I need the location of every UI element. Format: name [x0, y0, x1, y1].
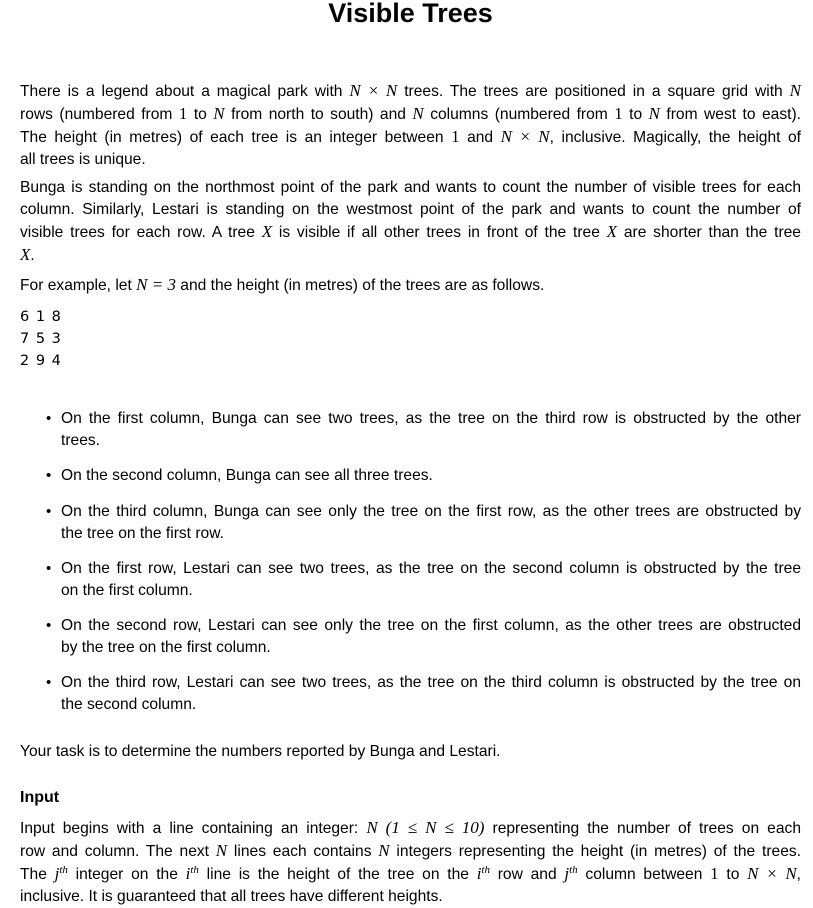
- example-text: For example, let: [20, 277, 137, 294]
- input-text: lines each contains: [227, 843, 379, 860]
- math-n: N: [215, 841, 228, 860]
- math-one: 1: [178, 104, 188, 123]
- bunga-text: is visible if all other trees in front of the tree: [272, 224, 607, 241]
- bunga-text: .: [30, 247, 35, 264]
- math-th: th: [190, 863, 199, 876]
- bunga-text: column. Similarly, Lestari is standing on the westmost point of the park and wants to count the number of: [20, 201, 801, 218]
- list-item-text: On the first row, Lestari can see two trees, as the tree on the second column is obstructed by the tree: [61, 560, 801, 577]
- math-i: i: [185, 864, 191, 883]
- math-one: 1: [451, 127, 460, 146]
- list-item-text: On the second column, Bunga can see all three trees.: [61, 467, 433, 484]
- input-text: Input begins with a line containing an integer:: [20, 820, 367, 837]
- intro-text: from north to south) and: [224, 106, 413, 123]
- task-paragraph: [20, 741, 801, 763]
- input-heading: Input: [20, 789, 60, 806]
- intro-text: to: [187, 106, 214, 123]
- list-item-text: on the first column.: [61, 582, 193, 599]
- input-text: integers representing the height (in metres) of the trees.: [389, 843, 801, 860]
- input-text: The: [20, 866, 55, 883]
- list-item-text: On the third row, Lestari can see two trees, as the tree on the third column is obstructed by the tree on: [61, 674, 801, 691]
- example-text: and the height (in metres) of the trees are as follows.: [175, 277, 545, 294]
- math-j: j: [564, 864, 570, 883]
- math-n: N: [648, 104, 660, 123]
- intro-text: The height (in metres) of each tree is an integer between: [20, 129, 452, 146]
- math-th: th: [59, 863, 68, 876]
- intro-text: , inclusive. Magically, the height of: [549, 129, 801, 146]
- math-n-by-n: N × N: [500, 127, 550, 146]
- grid-row: 2 9 4: [20, 353, 62, 369]
- input-text: integer on the: [67, 866, 186, 883]
- intro-text: rows (numbered from: [20, 106, 179, 123]
- math-th: th: [481, 863, 490, 876]
- intro-text: to: [622, 106, 649, 123]
- list-item-text: On the first column, Bunga can see two trees, as the tree on the third row is obstructed by the other: [61, 410, 801, 427]
- math-one: 1: [614, 104, 623, 123]
- grid-row: 7 5 3: [20, 331, 62, 347]
- bullet-icon: •: [46, 503, 52, 520]
- input-text: row and column. The next: [20, 843, 216, 860]
- intro-text: columns (numbered from: [423, 106, 615, 123]
- input-text: column between: [577, 866, 711, 883]
- math-th: th: [569, 863, 578, 876]
- list-item-text: the second column.: [61, 696, 197, 713]
- math-n-by-n: N × N: [747, 864, 797, 883]
- math-j: j: [54, 864, 60, 883]
- math-n: N: [412, 104, 424, 123]
- input-text: inclusive. It is guaranteed that all trees have different heights.: [20, 888, 443, 905]
- intro-text: and: [459, 129, 501, 146]
- bunga-paragraph: [20, 177, 801, 267]
- math-i: i: [476, 864, 482, 883]
- example-grid: [20, 306, 62, 372]
- input-text: to: [718, 866, 748, 883]
- intro-paragraph: [20, 80, 801, 171]
- bunga-text: visible trees for each row. A tree: [20, 224, 262, 241]
- input-text: ,: [796, 866, 801, 883]
- math-one: 1: [710, 864, 719, 883]
- math-n: N: [789, 81, 801, 100]
- math-x: X: [606, 222, 618, 241]
- math-x: X: [20, 245, 31, 264]
- grid-row: 6 1 8: [20, 309, 62, 325]
- intro-text: There is a legend about a magical park with: [20, 83, 350, 100]
- math-n-by-n: N × N: [349, 81, 398, 100]
- intro-text: from west to east).: [659, 106, 801, 123]
- list-item-text: On the second row, Lestari can see only the tree on the first column, as the other trees are obstructed: [61, 617, 801, 634]
- intro-text: all trees is unique.: [20, 151, 146, 168]
- list-item-text: On the third column, Bunga can see only the tree on the first row, as the other trees are obstructed by: [61, 503, 801, 520]
- bullet-icon: •: [46, 560, 52, 577]
- math-x: X: [261, 222, 273, 241]
- list-item-text: trees.: [61, 432, 100, 449]
- list-item-text: the tree on the first row.: [61, 525, 224, 542]
- math-n: N: [378, 841, 390, 860]
- input-text: representing the number of trees on each: [484, 820, 801, 837]
- task-text: Your task is to determine the numbers reported by Bunga and Lestari.: [20, 743, 501, 760]
- math-n-equals-3: N = 3: [136, 275, 176, 294]
- math-n-range: N (1 ≤ N ≤ 10): [366, 818, 485, 837]
- page-title: Visible Trees: [328, 0, 493, 28]
- input-paragraph: [20, 817, 801, 908]
- bullet-icon: •: [46, 410, 52, 427]
- list-item-text: by the tree on the first column.: [61, 639, 271, 656]
- bullet-icon: •: [46, 674, 52, 691]
- input-text: row and: [489, 866, 565, 883]
- intro-text: trees. The trees are positioned in a square grid with: [397, 83, 790, 100]
- math-n: N: [213, 104, 225, 123]
- bullet-icon: •: [46, 617, 52, 634]
- bunga-text: are shorter than the tree: [617, 224, 801, 241]
- example-line: [20, 274, 801, 297]
- bunga-text: Bunga is standing on the northmost point of the park and wants to count the number of visible trees for each: [20, 179, 801, 196]
- input-text: line is the height of the tree on the: [198, 866, 477, 883]
- bullet-icon: •: [46, 467, 52, 484]
